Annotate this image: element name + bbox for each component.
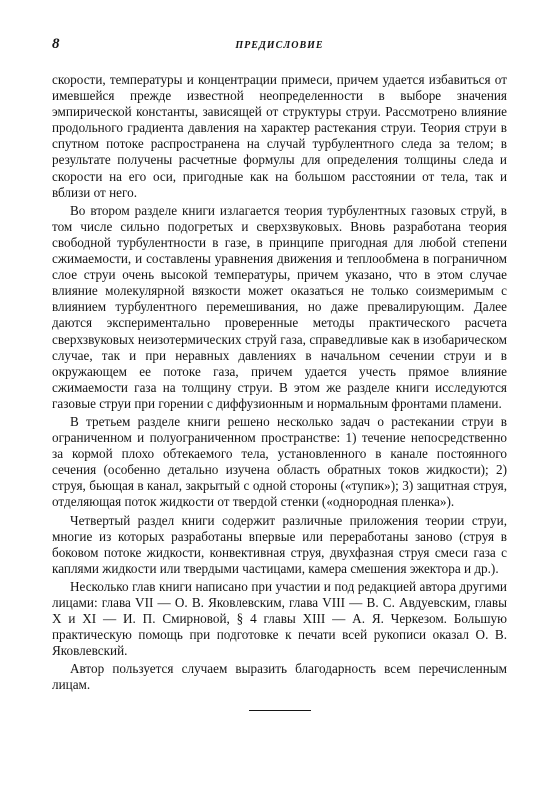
page-number: 8 (52, 36, 60, 52)
paragraph-continued: скорости, температуры и концентрации примеси, причем удается избавиться от имевшейся прежде известной неопределенности в выборе значения эмпирической константы, зависящей от структуры струи. Рассмотрено влияние продольного градиента давления на характер растекания струи. Теория струи в спутном потоке распространена на случай турбулентного следа за телом; в результате получены расчетные формулы для определения толщины следа и скорости на его оси, пригодные как на большом расстоянии от тела, так и вблизи от него. (52, 72, 507, 200)
page-header (52, 36, 507, 58)
paragraph-third-section: В третьем разделе книги решено несколько задач о растекании струи в ограниченном и полуограниченном пространстве: 1) течение непосредственно за кормой плохо обтекаемого тела, установленного в канале постоянного сечения (особенно детально изучена область обратных токов жидкости); 2) струя, бьющая в канал, закрытый с одной стороны («тупик»); 3) защитная струя, отделяющая поток жидкости от твердой стенки («однородная пленка»). (52, 413, 507, 510)
paragraph-contributors: Несколько глав книги написано при участии и под редакцией автора другими лицами: глава VII — О. В. Яковлевским, глава VIII — В. С. Авдуевским, главы X и XI — И. П. Смирновой, § 4 главы XIII — А. Я. Черкезом. Большую практическую помощь при подготовке к печати всей рукописи оказал О. В. Яковлевский. (52, 578, 507, 659)
paragraph-acknowledgement: Автор пользуется случаем выразить благодарность всем перечисленным лицам. (52, 661, 507, 693)
paragraph-second-section: Во втором разделе книги излагается теория турбулентных газовых струй, в том числе сильно подогретых и сверхзвуковых. Вновь разработана теория свободной турбулентности в газе, в принципе пригодная для любой степени сжимаемости, и составлены уравнения движения и теплообмена в пограничном слое струи очень высокой температуры, причем указано, что в этом случае влияние молекулярной вязкости может оказаться не только соизмеримым с влиянием турбулентного перемешивания, но даже превалирующим. Далее даются экспериментально проверенные методы практического расчета сверхзвуковых неизотермических струй газа, справедливые как в изобарическом случае, так и при неравных давлениях в начальном сечении струи и в окружающем ее потоке газа, причем удается учесть прямое влияние сжимаемости газа на толщину струи. В этом же разделе книги исследуются газовые струи при горении с диффузионным и нормальным фронтами пламени. (52, 202, 507, 411)
page-body (52, 72, 507, 694)
closing-rule (249, 710, 311, 711)
running-title: ПРЕДИСЛОВИЕ (235, 40, 324, 51)
book-page (52, 36, 507, 711)
paragraph-fourth-section: Четвертый раздел книги содержит различные приложения теории струи, многие из которых разработаны впервые или переработаны заново (струя в боковом потоке жидкости, конвективная струя, двухфазная струя смеси газа с каплями жидкости или твердыми частицами, камера смешения эжектора и др.). (52, 512, 507, 576)
